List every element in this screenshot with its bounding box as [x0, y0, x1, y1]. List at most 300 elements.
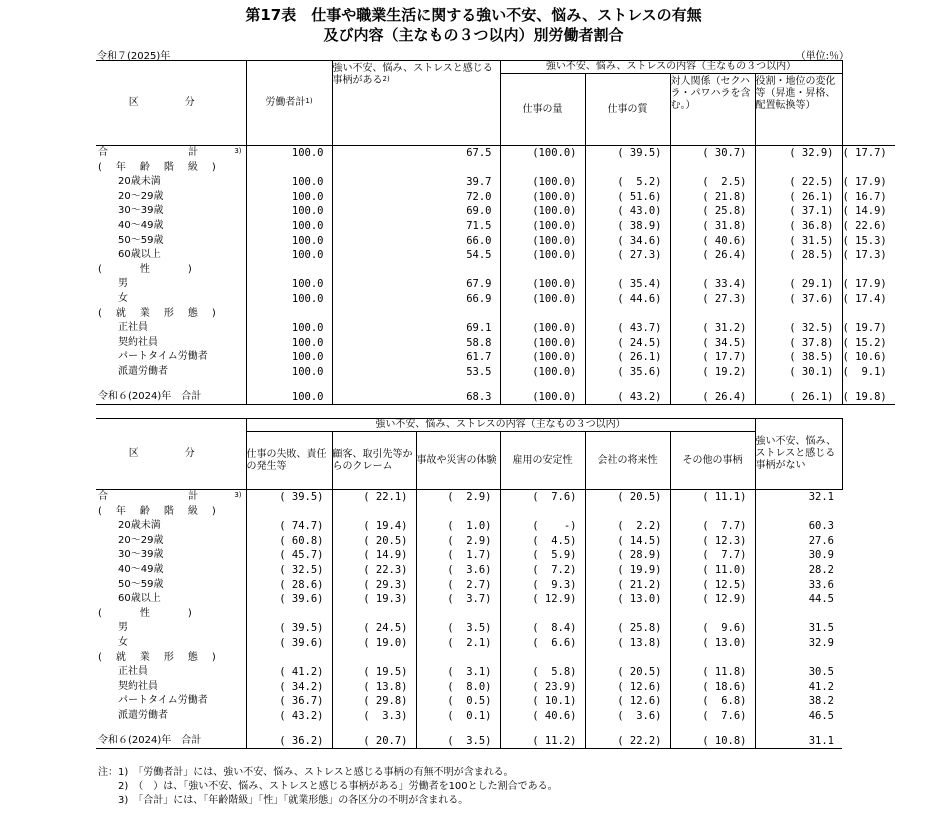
table-cell: ( 6.6) — [500, 636, 585, 651]
table-row — [96, 680, 842, 695]
table-cell: ( 40.6) — [670, 234, 755, 249]
table-cell: (100.0) — [500, 190, 585, 205]
table-cell: ( 2.7) — [416, 578, 500, 593]
table-cell: 33.6 — [755, 578, 842, 593]
group-header-row — [96, 505, 842, 520]
table-cell: ( 3.7) — [416, 592, 500, 607]
footnote-2: 2) （ ）は、「強い不安、悩み、ストレスと感じる事柄がある」労働者を100とした割合である。 — [98, 781, 558, 792]
table-row — [96, 636, 842, 651]
row-label: 正社員 — [98, 666, 148, 678]
table-cell: ( 29.3) — [332, 578, 416, 593]
table-cell: ( 2.1) — [416, 636, 500, 651]
table-cell: ( 39.5) — [246, 621, 332, 636]
table-cell: ( 51.6) — [585, 190, 670, 205]
row-label: 30～39歳 — [98, 205, 164, 217]
table-cell — [416, 607, 500, 622]
table-cell — [670, 505, 755, 520]
row-label: 派遣労働者 — [98, 709, 168, 721]
table-cell: ( 7.6) — [670, 709, 755, 724]
table-cell: 67.5 — [332, 146, 500, 161]
table-cell: ( 2.5) — [670, 175, 755, 190]
table-cell: 100.0 — [246, 390, 332, 405]
header-other-matters: その他の事柄 — [670, 432, 755, 490]
table-title-line2: 及び内容（主なもの３つ以内）別労働者割合 — [323, 26, 624, 44]
table-cell — [755, 161, 842, 176]
table-cell: ( 11.8) — [670, 665, 755, 680]
table-cell: ( 39.5) — [246, 490, 332, 505]
table-cell: ( 39.6) — [246, 636, 332, 651]
table-cell — [246, 307, 332, 322]
table-cell: ( 31.5) — [755, 234, 842, 249]
table-cell: ( 43.7) — [585, 321, 670, 336]
table-cell: ( 12.6) — [585, 680, 670, 695]
table-cell: 30.9 — [755, 548, 842, 563]
table-cell: 31.1 — [755, 734, 842, 749]
table-cell: ( 7.2) — [500, 563, 585, 578]
table-cell: (100.0) — [500, 292, 585, 307]
table-cell: ( 13.0) — [585, 592, 670, 607]
table-cell: 72.0 — [332, 190, 500, 205]
group-header-row — [96, 263, 895, 278]
table-cell — [332, 651, 416, 666]
table-row — [96, 248, 895, 263]
table-row — [96, 219, 895, 234]
table-cell: 69.1 — [332, 321, 500, 336]
table-cell — [500, 263, 585, 278]
table-cell: ( 22.2) — [585, 734, 670, 749]
table-cell: ( 2.9) — [416, 534, 500, 549]
table-cell — [585, 161, 670, 176]
table-cell: ( 35.4) — [585, 277, 670, 292]
table-cell — [246, 607, 332, 622]
table-cell: ( 13.8) — [332, 680, 416, 695]
table-cell: (100.0) — [500, 219, 585, 234]
table-cell: ( 23.9) — [500, 680, 585, 695]
table-cell: ( 43.2) — [585, 390, 670, 405]
table-row — [96, 146, 895, 161]
table-row — [96, 190, 895, 205]
table-cell: ( 19.7) — [842, 321, 895, 336]
table-cell — [332, 607, 416, 622]
table-row — [96, 734, 842, 749]
table-cell: ( 12.6) — [585, 694, 670, 709]
table-cell: ( 24.5) — [332, 621, 416, 636]
header-accident-experience: 事故や災害の体験 — [416, 432, 500, 490]
table-cell: ( 4.5) — [500, 534, 585, 549]
table-title-line1: 第17表 仕事や職業生活に関する強い不安、悩み、ストレスの有無 — [245, 6, 702, 24]
table-cell — [246, 505, 332, 520]
header-work-quality: 仕事の質 — [585, 74, 670, 146]
table-cell: 44.5 — [755, 592, 842, 607]
row-label: 30～39歳 — [98, 549, 164, 561]
table-row — [96, 665, 842, 680]
table-cell — [246, 263, 332, 278]
table-cell: 100.0 — [246, 219, 332, 234]
table-cell: ( 19.2) — [670, 365, 755, 380]
table-cell: ( 22.5) — [755, 175, 842, 190]
table-cell: (100.0) — [500, 248, 585, 263]
table-cell: ( 34.6) — [585, 234, 670, 249]
table-cell: ( 32.5) — [755, 321, 842, 336]
table-cell: ( 20.5) — [585, 490, 670, 505]
row-label: 正社員 — [98, 322, 148, 334]
table-cell: ( 74.7) — [246, 519, 332, 534]
table-row — [96, 336, 895, 351]
group-header-row — [96, 607, 842, 622]
table-cell: ( 39.6) — [246, 592, 332, 607]
footnotes — [98, 766, 558, 808]
table-cell: ( 8.0) — [416, 680, 500, 695]
table-cell: ( 12.3) — [670, 534, 755, 549]
table-cell: ( 3.5) — [416, 621, 500, 636]
table-cell — [670, 161, 755, 176]
table-cell: (100.0) — [500, 336, 585, 351]
table-cell: ( 14.5) — [585, 534, 670, 549]
table-cell: ( 0.5) — [416, 694, 500, 709]
table-cell: ( 25.8) — [585, 621, 670, 636]
table-cell: 31.5 — [755, 621, 842, 636]
table-cell: (100.0) — [500, 175, 585, 190]
table-cell: ( 2.9) — [416, 490, 500, 505]
table-cell: 58.8 — [332, 336, 500, 351]
table-cell: ( 19.9) — [585, 563, 670, 578]
table-cell — [332, 161, 500, 176]
header-has-stress: 強い不安、悩み、ストレスと感じる事柄がある$^{2)}$ — [332, 61, 500, 146]
table-cell: ( 10.1) — [500, 694, 585, 709]
table-cell: ( 22.3) — [332, 563, 416, 578]
header-work-quantity: 仕事の量 — [500, 74, 585, 146]
table-cell: ( 19.5) — [332, 665, 416, 680]
table-cell: 100.0 — [246, 146, 332, 161]
table-row — [96, 292, 895, 307]
table-cell: 100.0 — [246, 277, 332, 292]
row-label: 男 — [98, 622, 128, 634]
table-cell: ( 9.1) — [842, 365, 895, 380]
table-cell: 100.0 — [246, 365, 332, 380]
row-label: 40～49歳 — [98, 219, 164, 231]
table-cell: ( 3.3) — [332, 709, 416, 724]
table-cell — [500, 161, 585, 176]
footnote-1: 注：1) 「労働者計」には、強い不安、悩み、ストレスと感じる事柄の有無不明が含まれる。 — [98, 767, 514, 778]
row-label: 令和６(2024)年 合計 — [96, 734, 246, 749]
table-cell: ( 44.6) — [585, 292, 670, 307]
row-label: パートタイム労働者 — [98, 351, 208, 363]
table-cell: ( 33.4) — [670, 277, 755, 292]
table-cell: ( 21.8) — [670, 190, 755, 205]
table-row — [96, 694, 842, 709]
table-cell: ( 20.7) — [332, 734, 416, 749]
table-row — [96, 490, 842, 505]
table-cell — [585, 263, 670, 278]
table-cell: 54.5 — [332, 248, 500, 263]
table-row — [96, 175, 895, 190]
table-cell — [670, 263, 755, 278]
table-cell: ( 11.2) — [500, 734, 585, 749]
header-area: 区 分 — [96, 61, 246, 146]
table-row — [96, 350, 895, 365]
table-cell: ( 1.7) — [416, 548, 500, 563]
table-cell — [332, 263, 500, 278]
table-cell — [500, 307, 585, 322]
table-cell: 100.0 — [246, 321, 332, 336]
spacer-row — [96, 724, 842, 734]
table-cell: ( 45.7) — [246, 548, 332, 563]
table-cell: ( 43.2) — [246, 709, 332, 724]
row-label: 合 計 3) — [96, 490, 246, 505]
table-cell: ( 11.1) — [670, 490, 755, 505]
table-cell — [500, 607, 585, 622]
table-row — [96, 548, 842, 563]
table-cell: ( 7.6) — [500, 490, 585, 505]
group-header-row — [96, 161, 895, 176]
footnote-3: 3) 「合計」には、「年齢階級」「性」「就業形態」の各区分の不明が含まれる。 — [98, 795, 469, 806]
table-cell: 39.7 — [332, 175, 500, 190]
table-cell: ( 3.6) — [416, 563, 500, 578]
table-cell: 46.5 — [755, 709, 842, 724]
row-label: ( 就 業 形 態 ) — [98, 651, 218, 663]
row-label: 20歳未満 — [98, 520, 161, 532]
table-cell: ( -) — [500, 519, 585, 534]
table-cell — [842, 161, 895, 176]
table-cell: 28.2 — [755, 563, 842, 578]
table-cell: ( 60.8) — [246, 534, 332, 549]
table-cell: (100.0) — [500, 321, 585, 336]
header-employment-stability: 雇用の安定性 — [500, 432, 585, 490]
table-cell: ( 9.6) — [670, 621, 755, 636]
table-cell: ( 5.2) — [585, 175, 670, 190]
table-cell: ( 3.1) — [416, 665, 500, 680]
table-cell — [670, 607, 755, 622]
header-content-group: 強い不安、悩み、ストレスの内容（主なもの３つ以内） — [246, 419, 755, 432]
table-row — [96, 277, 895, 292]
row-label: ( 就 業 形 態 ) — [98, 307, 218, 319]
table-cell: (100.0) — [500, 234, 585, 249]
table-cell: 30.5 — [755, 665, 842, 680]
table-cell: ( 15.2) — [842, 336, 895, 351]
table-cell: 41.2 — [755, 680, 842, 695]
table-cell — [670, 651, 755, 666]
table-cell: ( 21.2) — [585, 578, 670, 593]
table-cell: (100.0) — [500, 204, 585, 219]
table-cell: (100.0) — [500, 365, 585, 380]
row-label: 派遣労働者 — [98, 365, 168, 377]
table-cell: ( 20.5) — [585, 665, 670, 680]
table-cell: ( 2.2) — [585, 519, 670, 534]
table-cell: ( 40.6) — [500, 709, 585, 724]
row-label: 男 — [98, 278, 128, 290]
table-cell: ( 37.6) — [755, 292, 842, 307]
table-cell: ( 15.3) — [842, 234, 895, 249]
table-cell — [585, 607, 670, 622]
table-cell — [755, 651, 842, 666]
table-cell: 60.3 — [755, 519, 842, 534]
table-cell: ( 22.6) — [842, 219, 895, 234]
year-label: 令和７(2025)年 — [97, 51, 171, 62]
table-cell: ( 29.1) — [755, 277, 842, 292]
group-header-row — [96, 307, 895, 322]
unit-label: （単位:％） — [795, 51, 849, 62]
table-cell — [416, 505, 500, 520]
table-cell: 38.2 — [755, 694, 842, 709]
table-cell: 61.7 — [332, 350, 500, 365]
header-content-group: 強い不安、悩み、ストレスの内容（主なもの３つ以内） — [500, 61, 842, 74]
header-customer-claims: 顧客、取引先等からのクレーム — [332, 432, 416, 490]
table-cell: (100.0) — [500, 350, 585, 365]
table-cell: ( 29.8) — [332, 694, 416, 709]
table-cell: ( 26.1) — [755, 190, 842, 205]
table-cell: ( 27.3) — [585, 248, 670, 263]
table-cell: ( 30.7) — [670, 146, 755, 161]
table-row — [96, 534, 842, 549]
table-cell: 27.6 — [755, 534, 842, 549]
table-cell: 100.0 — [246, 350, 332, 365]
table-cell: (100.0) — [500, 277, 585, 292]
table-cell: ( 22.1) — [332, 490, 416, 505]
table-cell — [500, 651, 585, 666]
table-cell: ( 19.0) — [332, 636, 416, 651]
table-cell: 100.0 — [246, 204, 332, 219]
row-label: 20歳未満 — [98, 176, 161, 188]
table-cell: ( 17.3) — [842, 248, 895, 263]
table-cell: ( 24.5) — [585, 336, 670, 351]
row-label: 60歳以上 — [98, 249, 161, 261]
table-cell: ( 14.9) — [842, 204, 895, 219]
table-cell: ( 17.9) — [842, 277, 895, 292]
table-cell: ( 26.1) — [585, 350, 670, 365]
table-cell: ( 43.0) — [585, 204, 670, 219]
table-cell: ( 26.1) — [755, 390, 842, 405]
table-cell: ( 5.8) — [500, 665, 585, 680]
table-cell: (100.0) — [500, 146, 585, 161]
table-cell: ( 10.6) — [842, 350, 895, 365]
table-cell: 100.0 — [246, 292, 332, 307]
row-label: 40～49歳 — [98, 563, 164, 575]
table-cell: ( 31.8) — [670, 219, 755, 234]
footnote-ref: 3) — [234, 491, 242, 499]
table-cell: ( 39.5) — [585, 146, 670, 161]
table-cell: ( 17.7) — [842, 146, 895, 161]
table-cell — [842, 263, 895, 278]
row-label: 20～29歳 — [98, 190, 164, 202]
table-cell: 67.9 — [332, 277, 500, 292]
table-cell: ( 3.5) — [416, 734, 500, 749]
table-row — [96, 621, 842, 636]
table-cell: ( 30.1) — [755, 365, 842, 380]
table-cell: ( 34.2) — [246, 680, 332, 695]
row-label: 女 — [98, 292, 128, 304]
table-cell: ( 10.8) — [670, 734, 755, 749]
table-cell: ( 36.2) — [246, 734, 332, 749]
table-cell: ( 28.6) — [246, 578, 332, 593]
table-cell: 32.9 — [755, 636, 842, 651]
table-cell: ( 5.9) — [500, 548, 585, 563]
table-row — [96, 365, 895, 380]
stress-table-1 — [96, 60, 895, 405]
table-cell: ( 14.9) — [332, 548, 416, 563]
table-cell: ( 18.6) — [670, 680, 755, 695]
table-cell: ( 12.5) — [670, 578, 755, 593]
row-label: 20～29歳 — [98, 534, 164, 546]
table-cell — [585, 505, 670, 520]
table-cell: 100.0 — [246, 336, 332, 351]
table-cell — [246, 161, 332, 176]
table-row — [96, 204, 895, 219]
stress-table-2 — [96, 418, 843, 749]
table-cell — [755, 607, 842, 622]
table-cell: 69.0 — [332, 204, 500, 219]
table-cell: 71.5 — [332, 219, 500, 234]
row-label: ( 性 ) — [98, 263, 194, 275]
header-no-stress: 強い不安、悩み、ストレスと感じる事柄がない — [755, 419, 842, 490]
row-label: 女 — [98, 636, 128, 648]
table-cell: 32.1 — [755, 490, 842, 505]
table-cell: ( 20.5) — [332, 534, 416, 549]
table-cell: ( 9.3) — [500, 578, 585, 593]
table-cell — [416, 651, 500, 666]
table-cell — [585, 651, 670, 666]
table-cell — [755, 505, 842, 520]
table-row — [96, 709, 842, 724]
row-label: 契約社員 — [98, 680, 158, 692]
table-cell: ( 26.4) — [670, 248, 755, 263]
table-cell: ( 6.8) — [670, 694, 755, 709]
table-cell: 100.0 — [246, 190, 332, 205]
table-cell: 100.0 — [246, 234, 332, 249]
row-label: 令和６(2024)年 合計 — [96, 390, 246, 405]
header-role-change: 役割・地位の変化等（昇進・昇格、配置転換等） — [755, 74, 842, 146]
table-cell: 53.5 — [332, 365, 500, 380]
row-label: 契約社員 — [98, 336, 158, 348]
table-cell: 100.0 — [246, 175, 332, 190]
table-cell — [332, 307, 500, 322]
table-cell: ( 34.5) — [670, 336, 755, 351]
table-cell: ( 38.5) — [755, 350, 842, 365]
table-cell: ( 7.7) — [670, 519, 755, 534]
table-cell — [246, 651, 332, 666]
row-label: 60歳以上 — [98, 593, 161, 605]
table-cell: ( 12.9) — [500, 592, 585, 607]
table-cell: ( 35.6) — [585, 365, 670, 380]
table-cell: ( 37.1) — [755, 204, 842, 219]
table-cell: ( 26.4) — [670, 390, 755, 405]
table-cell: ( 0.1) — [416, 709, 500, 724]
row-label: ( 年 齢 階 級 ) — [98, 161, 218, 173]
table-cell: ( 19.8) — [842, 390, 895, 405]
table-cell: ( 36.8) — [755, 219, 842, 234]
row-label: パートタイム労働者 — [98, 695, 208, 707]
table-cell: ( 12.9) — [670, 592, 755, 607]
table-row — [96, 578, 842, 593]
table-cell: ( 17.7) — [670, 350, 755, 365]
row-label: 50～59歳 — [98, 234, 164, 246]
table-cell: ( 17.4) — [842, 292, 895, 307]
table-cell: ( 36.7) — [246, 694, 332, 709]
table-cell — [755, 263, 842, 278]
table-row — [96, 390, 895, 405]
table-cell: (100.0) — [500, 390, 585, 405]
footnote-ref: 3) — [234, 147, 242, 155]
table-cell: ( 28.5) — [755, 248, 842, 263]
table-cell: ( 19.3) — [332, 592, 416, 607]
table-cell: ( 25.8) — [670, 204, 755, 219]
header-work-failure: 仕事の失敗、責任の発生等 — [246, 432, 332, 490]
table-cell: ( 32.9) — [755, 146, 842, 161]
table-cell — [842, 307, 895, 322]
table-cell: ( 8.4) — [500, 621, 585, 636]
row-label: ( 年 齢 階 級 ) — [98, 505, 218, 517]
table-cell: 68.3 — [332, 390, 500, 405]
row-label: 合 計 3) — [96, 146, 246, 161]
